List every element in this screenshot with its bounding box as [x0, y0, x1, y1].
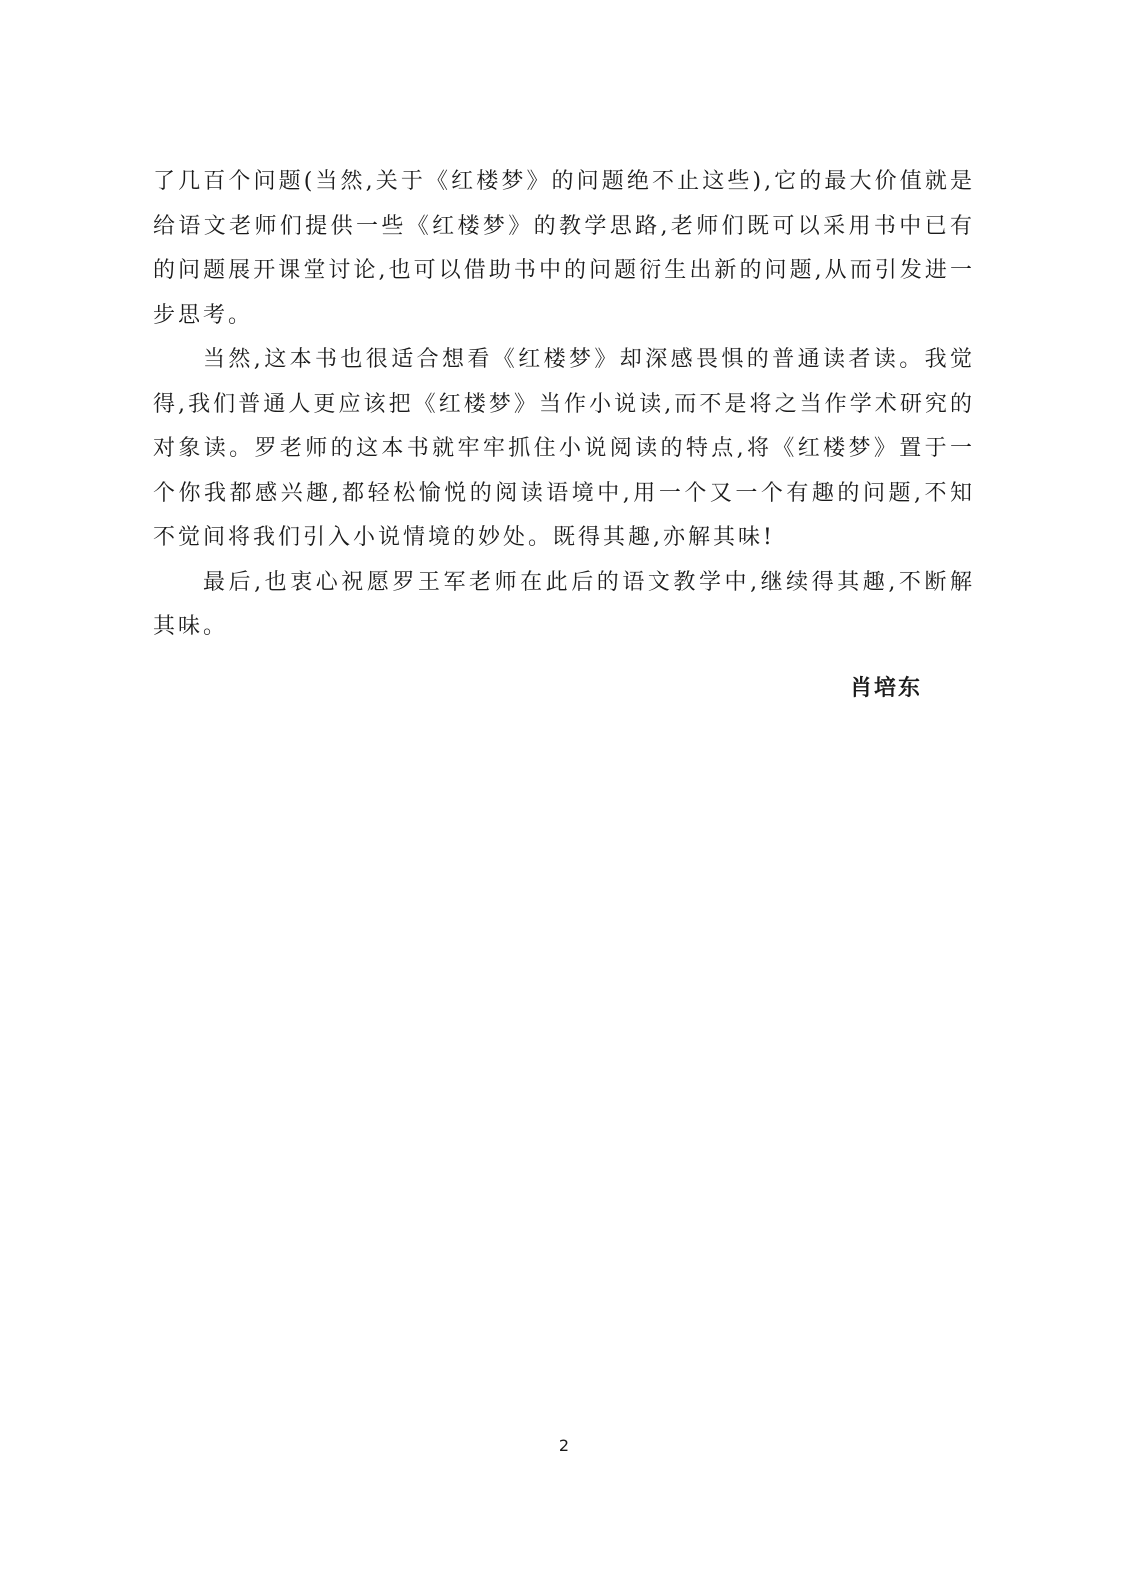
- page-number: 2: [558, 1436, 570, 1455]
- document-body: [153, 160, 975, 650]
- paragraph: 当然,这本书也很适合想看《红楼梦》却深感畏惧的普通读者读。我觉得,我们普通人更应该把《红楼梦》当作小说读,而不是将之当作学术研究的对象读。罗老师的这本书就牢牢抓住小说阅读的特点,将《红楼梦》置于一个你我都感兴趣,都轻松愉悦的阅读语境中,用一个又一个有趣的问题,不知不觉间将我们引入小说情境的妙处。既得其趣,亦解其味!: [153, 347, 975, 550]
- author-signature: 肖培东: [850, 676, 923, 701]
- paragraph: 最后,也衷心祝愿罗王军老师在此后的语文教学中,继续得其趣,不断解其味。: [153, 569, 975, 639]
- paragraph-continued: 了几百个问题(当然,关于《红楼梦》的问题绝不止这些),它的最大价值就是给语文老师们提供一些《红楼梦》的教学思路,老师们既可以采用书中已有的问题展开课堂讨论,也可以借助书中的问题衍生出新的问题,从而引发进一步思考。: [153, 169, 975, 328]
